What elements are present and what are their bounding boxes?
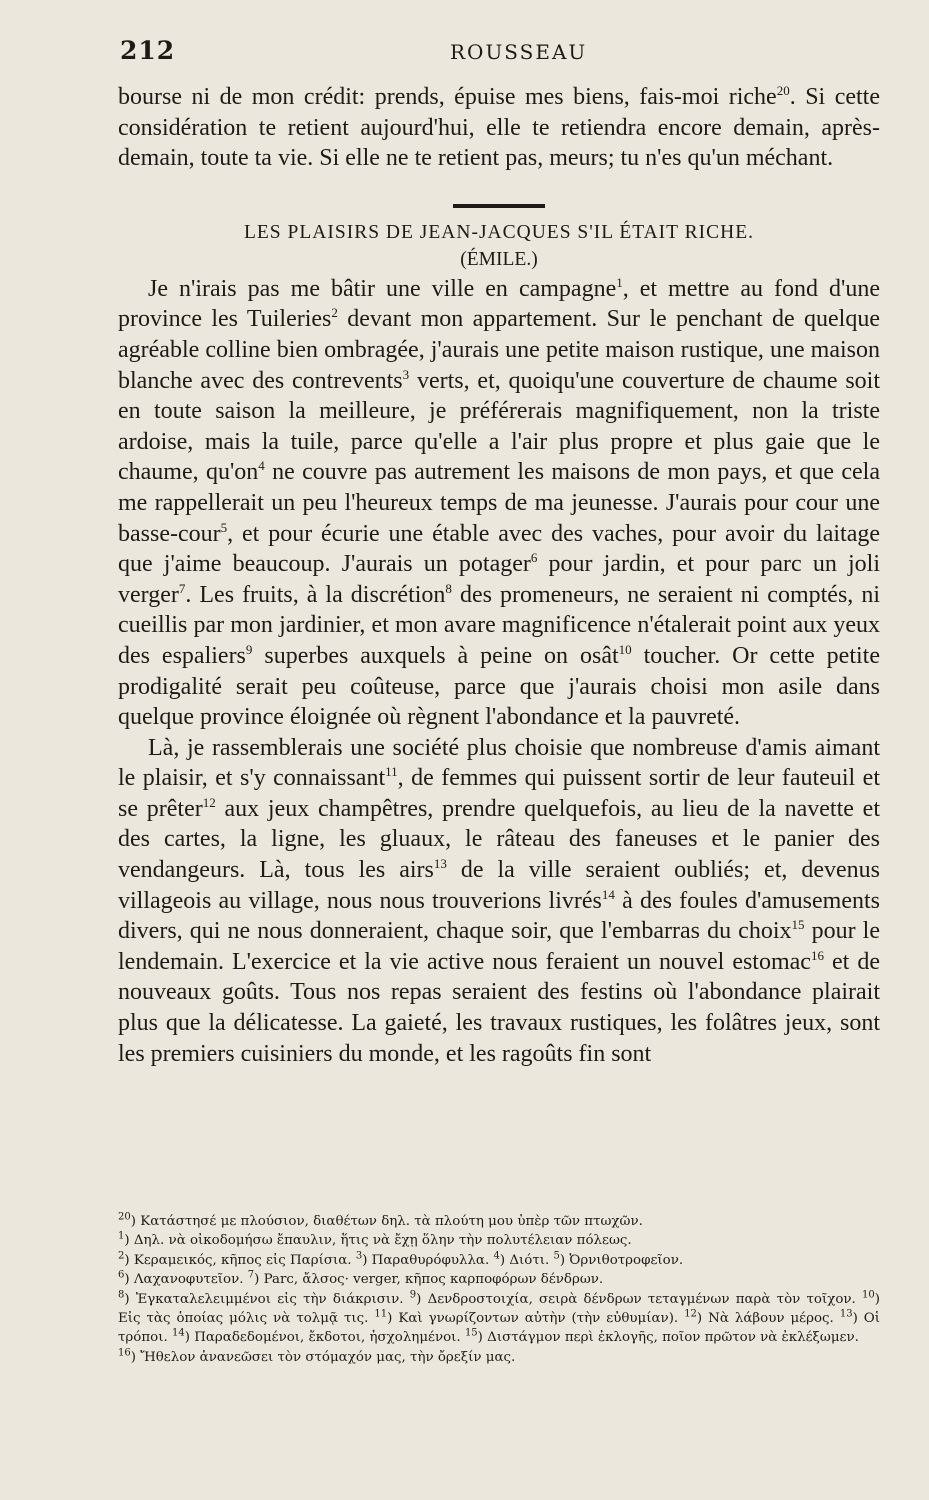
note-ref: 9 — [245, 641, 253, 657]
note-ref: 7 — [178, 580, 186, 596]
footnote: $^{16}$) Ἤθελον ἀνανεῶσει τὸν στόμαχόν μας, τὴν ὄρεξίν μας. — [118, 1347, 516, 1365]
note-ref: 2 — [331, 305, 338, 321]
footnote: $^{12}$) Νὰ λάβουν μέρος. — [684, 1308, 834, 1327]
footnote: $^7$) Parc, ἄλσος· verger, κῆπος καρποφόρων δένδρων. — [247, 1269, 604, 1288]
main-text — [118, 82, 880, 1069]
footnote: $^5$) Ὀρνιθοτροφεῖον. — [553, 1250, 684, 1268]
note-ref: 6 — [530, 550, 538, 566]
footnote: $^{20}$) Κατάστησέ με πλούσιον, διαθέτων δηλ. τὰ πλούτη μου ὑπὲρ τῶν πτωχῶν. — [118, 1211, 643, 1229]
footnote-list — [118, 1212, 880, 1367]
footnote: $^{11}$) Καὶ γνωρίζοντων αὐτὴν (τὴν εὐθυμίαν). — [374, 1308, 679, 1327]
opening-paragraph: bourse ni de mon crédit: prends, épuise mes biens, fais-moi riche$^{20}$. Si cette considération te retient aujourd'hui, elle te retiendra encore demain, après-demain, toute ta vie. Si elle ne te retient pas, meurs; tu n'es qu'un méchant. — [118, 83, 881, 172]
note-ref: 12 — [202, 794, 216, 810]
note-ref: 16 — [810, 947, 824, 963]
footnote: $^{13}$) Οἱ τρόποι. — [118, 1308, 881, 1346]
note-ref: 13 — [433, 856, 447, 872]
note-ref: 3 — [402, 366, 410, 382]
footnote: $^9$) Δενδροστοιχία, σειρὰ δένδρων τεταγμένων παρὰ τὸν τοῖχον. — [409, 1289, 856, 1307]
footnote: $^{14}$) Παραδεδομένοι, ἔκδοτοι, ἠσχολημένοι. — [171, 1327, 461, 1346]
paragraph-2: Là, je rassemblerais une société plus choisie que nombreuse d'amis aimant le plaisir, et s'y connaissant$^{11}$, de femmes qui puissent sortir de leur fauteuil et se prêter$^{12}$ aux jeux champêtres, prendre quelquefois, au lieu de la navette et des cartes, la ligne, les gluaux, le râteau des faneuses et le panier des vendangeurs. Là, tous les airs$^{13}$ de la ville seraient oubliés; et, devenus villageois au village, nous nous trouverions livrés$^{14}$ à des foules d'amusements divers, qui ne nous donneraient, chaque soir, que l'embarras du choix$^{15}$ pour le lendemain. L'exercice et la vie active nous feraient un nouvel estomac$^{16}$ et de nouveaux goûts. Tous nos repas seraient des festins où l'abondance plairait plus que la délicatesse. La gaieté, les travaux rustiques, les folâtres jeux, sont les premiers cuisiniers du monde, et les ragoûts fin sont — [118, 734, 881, 1067]
footnote: $^3$) Παραθυρόφυλλα. — [355, 1250, 490, 1268]
note-ref: 10 — [618, 641, 632, 657]
note-ref: 4 — [258, 458, 265, 474]
footnote: $^8$) Ἐγκαταλελειμμένοι εἰς τὴν διάκρισιν. — [118, 1289, 404, 1307]
page-number: 212 — [120, 36, 176, 65]
note-ref: 14 — [601, 886, 615, 902]
footnote: $^2$) Κεραμεικός, κῆπος εἰς Παρίσια. — [118, 1250, 352, 1268]
paragraph-1: Je n'irais pas me bâtir une ville en campagne$^1$, et mettre au fond d'une province les Tuileries$^2$ devant mon appartement. Sur le penchant de quelque agréable colline bien ombragée, j'aurais une petite maison rustique, une maison blanche avec des contrevents$^3$ verts, et, quoiqu'une couverture de chaume soit en toute saison la meilleure, je préférerais magnifiquement, non la triste ardoise, mais la tuile, parce qu'elle a l'air plus propre et plus gaie que le chaume, $qu'on^4$ ne couvre pas autrement les maisons de mon pays, et que cela me rappellerait un peu l'heureux temps de ma jeunesse. J'aurais pour cour une basse-cour$^5$, et pour écurie une étable avec des vaches, pour avoir du laitage que j'aime beaucoup. J'aurais un potager$^6$ pour jardin, et pour parc un joli verger$^7$. Les fruits, à la discrétion$^8$ des promeneurs, ne seraient ni comptés, ni cueillis par mon jardinier, et mon avare magnificence n'étalerait point aux yeux des espaliers$^9$ superbes auxquels à peine on osât$^{10}$ toucher. Or cette petite prodigalité serait peu coûteuse, parce que j'aurais choisi mon asile dans quelque province éloignée où règnent l'abondance et la pauvreté. — [118, 274, 880, 731]
section-title: LES PLAISIRS DE JEAN-JACQUES S'IL ÉTAIT RICHE. — [243, 221, 754, 243]
page-header — [120, 36, 880, 70]
footnotes — [118, 1212, 880, 1367]
footnote: $^6$) Λαχανοφυτεῖον. — [118, 1269, 244, 1288]
note-ref: 11 — [385, 764, 398, 780]
running-head: ROUSSEAU — [450, 40, 588, 64]
note-ref: 5 — [220, 519, 228, 535]
footnote: $^{15}$) Διστάγμον περὶ ἐκλογῆς, ποῖον πρῶτον νὰ ἐκλέξωμεν. — [464, 1327, 859, 1346]
note-ref: 20 — [776, 83, 790, 98]
footnote: $^4$) Διότι. — [493, 1250, 550, 1268]
section-source: (ÉMILE.) — [460, 248, 538, 270]
section-divider — [453, 204, 545, 208]
footnote: $^{10}$) Εἰς τὰς ὁποίας μόλις νὰ τολμᾷ τις. — [118, 1289, 880, 1327]
note-ref: 8 — [445, 580, 452, 596]
note-ref: 15 — [791, 917, 805, 933]
footnote: $^1$) Δηλ. νὰ οἰκοδομήσω ἔπαυλιν, ἥτις νὰ ἔχῃ ὅλην τὴν πολυτέλειαν πόλεως. — [118, 1230, 632, 1249]
note-ref: 1 — [616, 274, 623, 290]
